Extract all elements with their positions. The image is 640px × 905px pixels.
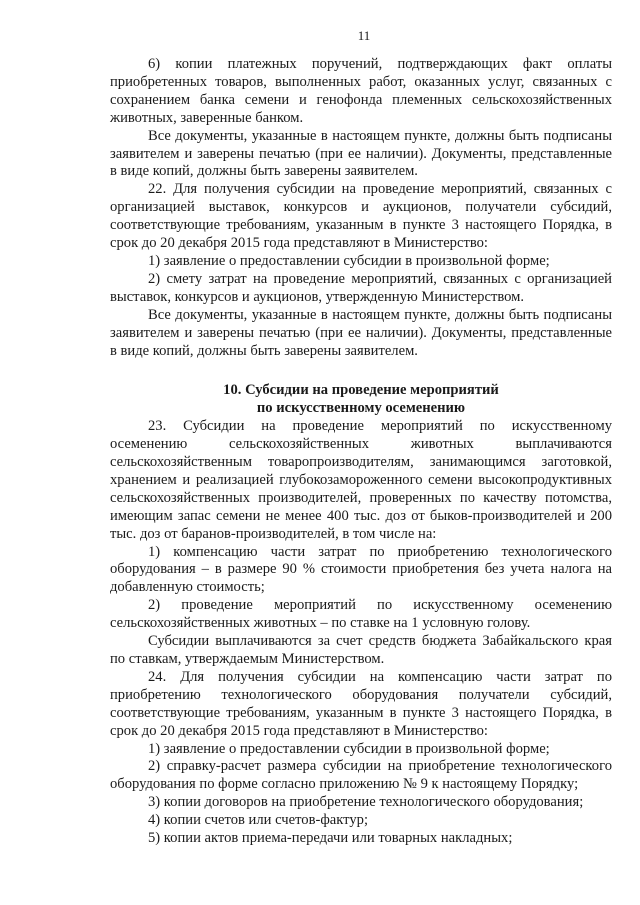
paragraph-24: 24. Для получения субсидии на компенсацию части затрат по приобретению технологического оборудования получатели субсидий, соответствующие требованиям, указанным в пункте 3 настоящего Порядка, в срок до 20 декабря 2015 года представляют в Министерство: <box>110 668 612 739</box>
section-heading <box>110 382 612 418</box>
section-heading-line-2: по искусственному осеменению <box>256 400 466 417</box>
paragraph-subsidies-paid: Субсидии выплачиваются за счет средств бюджета Забайкальского края по ставкам, утверждаемым Министерством. <box>110 633 612 667</box>
paragraph-22-item-1: 1) заявление о предоставлении субсидии в произвольной форме; <box>148 252 550 269</box>
paragraph-24-item-5: 5) копии актов приема-передачи или товарных накладных; <box>148 830 513 847</box>
page-number: 11 <box>357 28 371 43</box>
paragraph-22: 22. Для получения субсидии на проведение мероприятий, связанных с организацией выставок, конкурсов и аукционов, получатели субсидий, соответствующие требованиям, указанным в пункте 3 настоящего Порядка, в срок до 20 декабря 2015 года представляют в Министерство: <box>110 181 612 252</box>
paragraph-6-copies-payment-orders: 6) копии платежных поручений, подтверждающих факт оплаты приобретенных товаров, выполненных работ, оказанных услуг, связанных с сохранением банка семени и генофонда племенных сельскохозяйственных животных, заверенные банком. <box>110 56 612 126</box>
paragraph-24-item-2: 2) справку-расчет размера субсидии на приобретение технологического оборудования по форме согласно приложению № 9 к настоящему Порядку; <box>110 758 612 793</box>
paragraph-23: 23. Субсидии на проведение мероприятий по искусственному осеменению сельскохозяйственных животных выплачиваются сельскохозяйственным товаропроизводителям, занимающимся заготовкой, хранением и реализацией глубокозамороженного семени высокопродуктивных сельскохозяйственных производителей, проверенных по качеству потомства, имеющим запас семени не менее 400 тыс. доз от быков-производителей и 200 тыс. доз от баранов-производителей, в том числе на: <box>110 418 612 542</box>
paragraph-22-item-2: 2) смету затрат на проведение мероприятий, связанных с организацией выставок, конкурсов и аукционов, утвержденную Министерством. <box>110 270 612 305</box>
paragraph-24-item-4: 4) копии счетов или счетов-фактур; <box>148 812 369 829</box>
paragraph-24-item-1: 1) заявление о предоставлении субсидии в произвольной форме; <box>148 740 550 757</box>
paragraph-documents-signed-1: Все документы, указанные в настоящем пункте, должны быть подписаны заявителем и заверены печатью (при ее наличии). Документы, представленные в виде копий, должны быть заверены заявителем. <box>110 127 612 180</box>
paragraph-23-item-2: 2) проведение мероприятий по искусственному осеменению сельскохозяйственных животных – по ставке на 1 условную голову. <box>110 597 612 632</box>
paragraph-documents-signed-2: Все документы, указанные в настоящем пункте, должны быть подписаны заявителем и заверены печатью (при ее наличии). Документы, представленные в виде копий, должны быть заверены заявителем. <box>110 306 612 359</box>
document-page <box>110 28 612 848</box>
section-heading-line-1: 10. Субсидии на проведение мероприятий <box>223 382 499 399</box>
paragraph-24-item-3: 3) копии договоров на приобретение технологического оборудования; <box>148 794 584 811</box>
paragraph-23-item-1: 1) компенсацию части затрат по приобретению технологического оборудования – в размере 90 % стоимости приобретения без учета налога на добавленную стоимость; <box>110 543 612 596</box>
